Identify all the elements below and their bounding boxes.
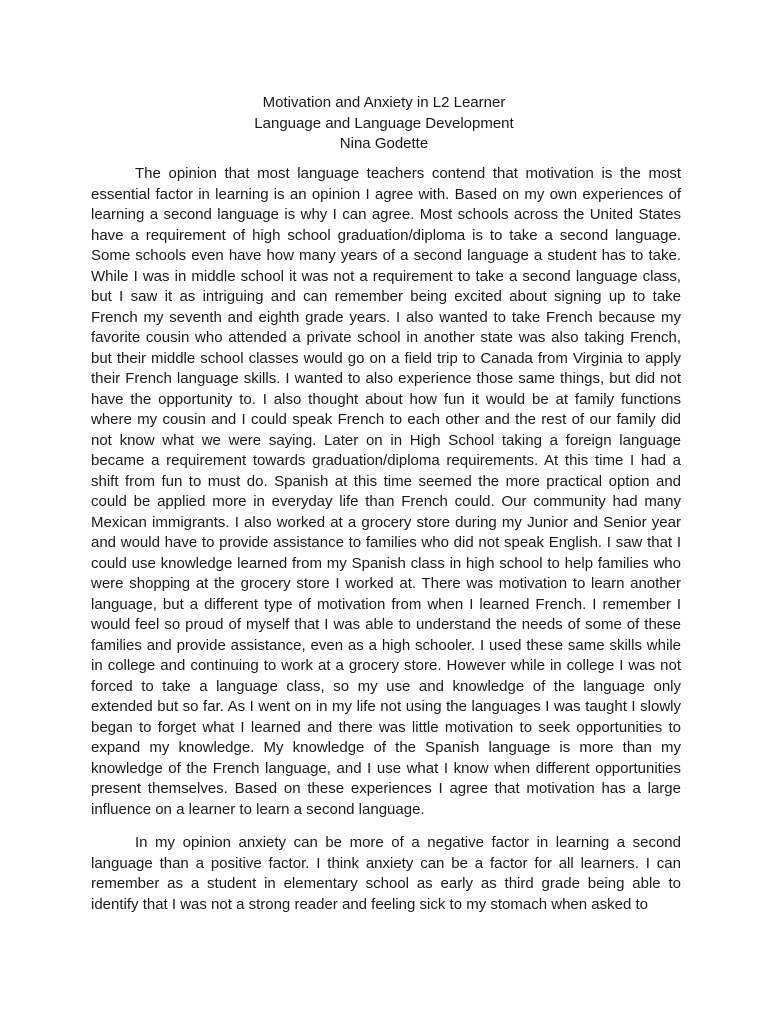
paragraph-line: not know what we were saying. Later on in High School taking a foreign language <box>91 431 681 449</box>
paragraph-line: became a requirement towards graduation/diploma requirements. At this time I had a <box>91 452 681 469</box>
paragraph-line: have a requirement of high school graduation/diploma is to take a second language. <box>91 226 681 244</box>
paragraph-line: could use knowledge learned from my Spanish class in high school to help families who <box>91 554 681 572</box>
paragraph-line: In my opinion anxiety can be more of a negative factor in learning a second <box>135 834 681 851</box>
document-title: Motivation and Anxiety in L2 Learner <box>262 94 506 111</box>
paragraph-line: While I was in middle school it was not a requirement to take a second language class, <box>91 267 681 285</box>
paragraph-line: expand my knowledge. My knowledge of the Spanish language is more than my <box>91 739 681 756</box>
paragraph-line: but their middle school classes would go on a field trip to Canada from Virginia to apply <box>91 349 681 367</box>
paragraph-line: forced to take a language class, so my use and knowledge of the language only <box>91 677 681 695</box>
paragraph-line: favorite cousin who attended a private school in another state was also taking French, <box>91 329 681 346</box>
paragraph-line: French my seventh and eighth grade years. I also wanted to take French because my <box>91 308 681 326</box>
paragraph-line: would feel so proud of myself that I was able to understand the needs of some of these <box>91 616 681 633</box>
paragraph-line: identify that I was not a strong reader and feeling sick to my stomach when asked to <box>91 895 648 913</box>
course-name: Language and Language Development <box>254 114 514 132</box>
document-header <box>0 93 768 155</box>
paragraph-line: influence on a learner to learn a second language. <box>91 800 425 818</box>
paragraph-line: where my cousin and I could speak French to each other and the rest of our family did <box>91 411 681 428</box>
paragraph-line: Some schools even have how many years of a second language a student has to take. <box>91 247 681 264</box>
paragraph-1 <box>91 164 681 820</box>
paragraph-line: Mexican immigrants. I also worked at a grocery store during my Junior and Senior year <box>91 513 681 531</box>
paragraph-line: learning a second language is why I can agree. Most schools across the United States <box>91 206 681 223</box>
paragraph-line: essential factor in learning is an opinion I agree with. Based on my own experiences of <box>91 185 681 203</box>
author-name: Nina Godette <box>339 135 429 152</box>
paragraph-2 <box>91 833 681 915</box>
paragraph-line: language than a positive factor. I think anxiety can be a factor for all learners. I can <box>91 854 681 872</box>
paragraph-line: were shopping at the grocery store I worked at. There was motivation to learn another <box>91 575 681 592</box>
paragraph-line: began to forget what I learned and there was little motivation to seek opportunities to <box>91 718 681 736</box>
paragraph-line: and would have to provide assistance to families who did not speak English. I saw that I <box>91 534 681 551</box>
paragraph-line: but I saw it as intriguing and can remember being excited about signing up to take <box>91 288 681 305</box>
paragraph-line: in college and continuing to work at a grocery store. However while in college I was not <box>91 657 681 674</box>
paragraph-line: have the opportunity to. I also thought about how fun it would be at family functions <box>91 390 681 408</box>
paragraph-line: language, but a different type of motivation from when I learned French. I remember I <box>91 595 681 613</box>
paragraph-line: their French language skills. I wanted to also experience those same things, but did not <box>91 370 681 387</box>
paragraph-line: extended but so far. As I went on in my life not using the languages I was taught I slowly <box>91 698 681 715</box>
paragraph-line: present themselves. Based on these experiences I agree that motivation has a large <box>91 780 681 797</box>
paragraph-line: shift from fun to must do. Spanish at this time seemed the more practical option and <box>91 472 681 490</box>
paragraph-line: remember as a student in elementary school as early as third grade being able to <box>91 875 681 892</box>
paragraph-line: knowledge of the French language, and I use what I know when different opportunities <box>91 759 681 777</box>
paragraph-line: The opinion that most language teachers contend that motivation is the most <box>135 165 681 182</box>
paragraph-line: could be applied more in everyday life than French could. Our community had many <box>91 493 681 510</box>
paragraph-line: families and provide assistance, even as a high schooler. I used these same skills while <box>91 636 681 654</box>
